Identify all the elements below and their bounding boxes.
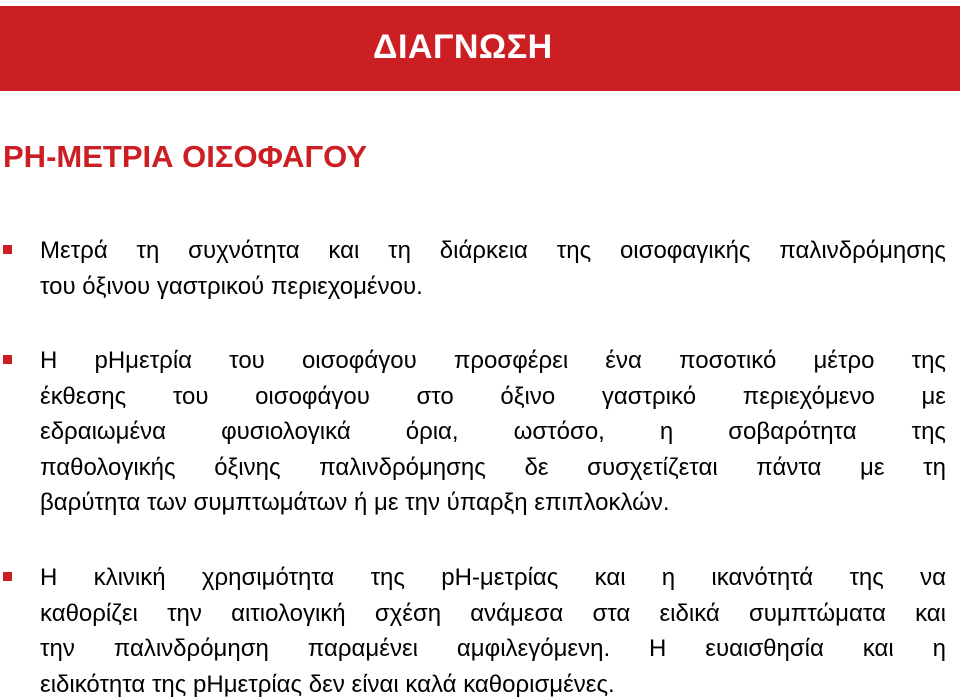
bullet-line: την παλινδρόμηση παραμένει αμφιλεγόμενη. Η ευαισθησία και η xyxy=(40,635,946,662)
bullet-line: εδραιωμένα φυσιολογικά όρια, ωστόσο, η σοβαρότητα της xyxy=(40,418,946,445)
bullet-line: Η pHμετρία του οισοφάγου προσφέρει ένα ποσοτικό μέτρο της xyxy=(40,347,946,374)
bullet-line: βαρύτητα των συμπτωμάτων ή με την ύπαρξη επιπλοκλών. xyxy=(40,489,670,516)
slide-title: ΔΙΑΓΝΩΣΗ xyxy=(373,28,553,66)
bullet-line: του όξινου γαστρικού περιεχομένου. xyxy=(40,272,423,300)
bullet-line: έκθεσης του οισοφάγου στο όξινο γαστρικό περιεχόμενο με xyxy=(40,382,946,410)
bullet-text xyxy=(40,560,946,700)
bullet-line: παθολογικής όξινης παλινδρόμησης δε συσχετίζεται πάντα με τη xyxy=(40,453,946,481)
bullet-text xyxy=(40,343,946,521)
square-bullet-icon xyxy=(3,355,12,364)
bullet-line: Η κλινική χρησιμότητα της pH-μετρίας και η ικανότητά της να xyxy=(40,564,946,591)
bullet-text xyxy=(40,233,946,304)
bullet-line: ειδικότητα της pHμετρίας δεν είναι καλά καθορισμένες. xyxy=(40,670,615,698)
section-heading: PH-ΜΕΤΡΙΑ ΟΙΣΟΦΑΓΟΥ xyxy=(3,139,368,174)
square-bullet-icon xyxy=(3,245,12,254)
bullet-line: καθορίζει την αιτιολογική σχέση ανάμεσα στα ειδικά συμπτώματα και xyxy=(40,599,946,627)
bullet-line: Μετρά τη συχνότητα και τη διάρκεια της οισοφαγικής παλινδρόμησης xyxy=(40,237,946,264)
square-bullet-icon xyxy=(3,572,12,581)
